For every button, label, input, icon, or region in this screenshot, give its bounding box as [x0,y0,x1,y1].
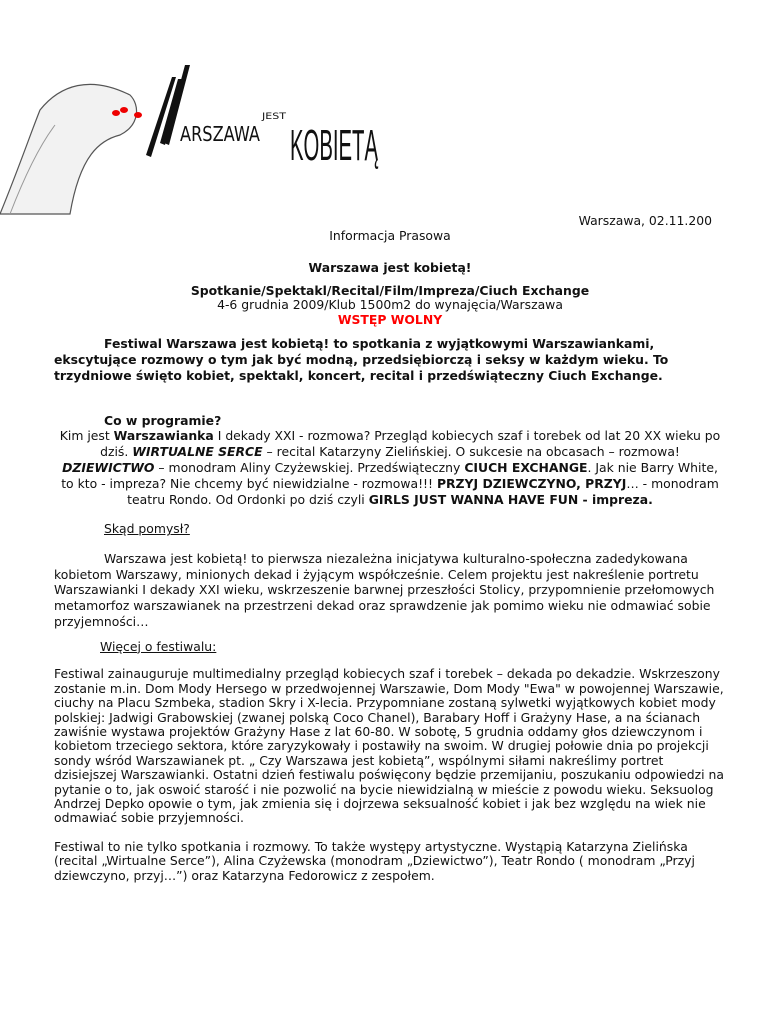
program-text-segment: … - monodram teatru Rondo. Od Ordonki po dziś czyli [127,476,719,508]
document-type: Informacja Prasowa [329,227,451,243]
program-text-segment: CIUCH EXCHANGE [464,460,588,476]
program-text-segment: GIRLS JUST WANNA HAVE FUN - impreza. [368,492,653,508]
document-page [0,15,768,884]
program-text-segment: PRZYJ DZIEWCZYNO, PRZYJ [436,476,627,492]
svg-text:KOBIETĄ: KOBIETĄ [290,121,379,170]
event-subtitle: Spotkanie/Spektakl/Recital/Film/Impreza/Ciuch Exchange [190,282,590,298]
idea-paragraph: Warszawa jest kobietą! to pierwsza niezależna inicjatywa kulturalno-społeczna zadedykowana kobietom Warszawy, minionych dekad i żyjącym współcześnie. Celem projektu jest nakreślenie portretu Warszawianki I dekady XXI wieku, wskrzeszenie barwnej przeszłości Stolicy, przypomnienie przełomowych metamorfoz warszawianek na przestrzeni dekad oraz sprawdzenie jak pomimo wieku nie odmawiać sobie przyjemności… [54,550,715,629]
date-line: Warszawa, 02.11.200 [578,213,712,228]
more-paragraph: Festiwal zainauguruje multimedialny przegląd kobiecych szaf i torebek – dekada po dekadzie. Wskrzeszony zostanie m.in. Dom Mody Hersego w przedwojennej Warszawie, Dom Mody "Ewa" w powojennej Warszawie, ciuchy na Placu Szmbeka, stadion Skry i X-lecia. Przypomniane zostaną sylwetki wyjątkowych kobiet mody polskiej: Jadwigi Grabowskiej (zwanej polską Coco Chanel), Barabary Hoff i Grażyny Hase, a na ścianach zawiśnie wystawa projektów Grażyny Hase z lat 60-80. W sobotę, 5 grudnia oddamy głos dziewczynom i kobietom trzeciego sektora, które zaryzykowały i postawiły na swoim. W drugiej połowie dnia po projekcji sondy wśród Warszawianek pt. „ Czy Warszawa jest kobietą”, wspólnymi siłami nakreślimy portret dzisiejszej Warszawianki. Ostatni dzień festiwalu poświęcony będzie przemijaniu, poszukaniu odpowiedzi na pytanie o to, jak oswoić starość i nie pozwolić na bycie niewidzialną w mieście z powodu wieku. Seksuolog Andrzej Depko opowie o tym, jak zmienia się i dojrzewa seksualność kobiet i jak bez względu na wiek nie odmawiać sobie przyjemności. [54,666,724,826]
svg-text:ARSZAWA: ARSZAWA [180,122,261,146]
idea-heading: Skąd pomysł? [104,521,190,537]
intro-paragraph: Festiwal Warszawa jest kobietą! to spotkania z wyjątkowymi Warszawiankami, ekscytujące rozmowy o tym jak być modną, przedsiębiorczą i seksy w każdym wieku. To trzydniowe święto kobiet, spektakl, koncert, recital i przedświąteczny Ciuch Exchange. [54,335,669,383]
program-paragraph [54,428,726,508]
more-heading: Więcej o festiwalu: [100,638,217,654]
program-text-segment: Kim jest [59,428,114,444]
program-text-segment: Warszawianka [113,428,214,444]
program-text-segment: – monodram Aliny Czyżewskiej. Przedświąteczny [154,460,465,476]
svg-text:JEST: JEST [260,112,287,122]
document-title: Warszawa jest kobietą! [308,260,472,276]
logo-lettering [146,65,378,170]
program-text-segment: – recital Katarzyny Zielińskiej. O sukcesie na obcasach – rozmowa! [262,444,680,460]
hand-illustration [0,84,142,214]
festival-logo [0,15,380,214]
program-text-segment: DZIEWICTWO [62,460,155,476]
event-info: 4-6 grudnia 2009/Klub 1500m2 do wynajęcia/Warszawa [217,297,563,313]
program-heading: Co w programie? [104,412,222,428]
artists-paragraph: Festiwal to nie tylko spotkania i rozmowy. To także występy artystyczne. Wystąpią Katarzyna Zielińska (recital „Wirtualne Serce”), Alina Czyżewska (monodram „Dziewictwo”), Teatr Rondo ( monodram „Przyj dziewczyno, przyj…”) oraz Katarzyna Fedorowicz z zespołem. [54,838,695,883]
program-text-segment: . Jak nie Barry White, to kto - impreza? Nie chcemy być niewidzialne - rozmowa!!! [61,460,718,492]
free-entry-label: WSTĘP WOLNY [337,311,443,327]
program-text-segment: I dekady XXI - rozmowa? Przegląd kobiecych szaf i torebek od lat 20 XX wieku po dziś. [100,428,721,460]
program-text-segment: WIRTUALNE SERCE [132,444,263,460]
